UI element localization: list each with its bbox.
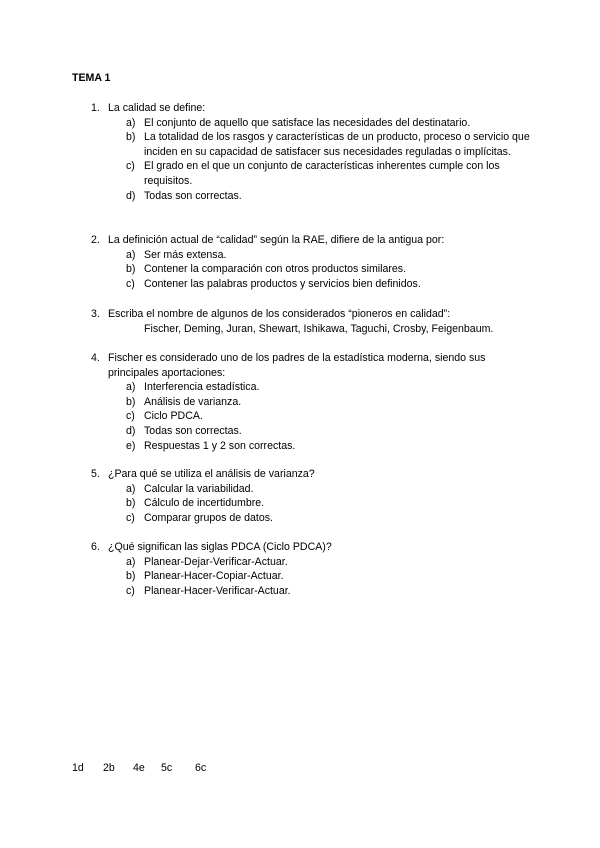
- option-letter: c): [126, 511, 135, 524]
- option-letter: a): [126, 555, 136, 568]
- question-5: [91, 467, 531, 525]
- question-number: 5.: [91, 468, 100, 480]
- options-list: [91, 555, 531, 599]
- option-item: [91, 262, 531, 277]
- option-text: Análisis de varianza.: [144, 395, 242, 408]
- question-stem: La definición actual de “calidad” según la RAE, difiere de la antigua por:: [108, 234, 445, 246]
- page-title: TEMA 1: [72, 72, 111, 84]
- question-stem: ¿Qué significan las siglas PDCA (Ciclo PDCA)?: [108, 541, 332, 553]
- option-letter: a): [126, 116, 136, 129]
- option-letter: b): [126, 395, 136, 408]
- option-text: Planear-Hacer-Verificar-Actuar.: [144, 584, 291, 597]
- option-text: Todas son correctas.: [144, 424, 242, 437]
- question-number: 3.: [91, 308, 100, 320]
- options-list: [91, 482, 531, 526]
- option-text: Respuestas 1 y 2 son correctas.: [144, 439, 296, 452]
- answer-key-item: 5c: [161, 762, 173, 774]
- option-letter: b): [126, 263, 136, 276]
- question-6: [91, 540, 531, 598]
- answer-key-item: 4e: [133, 762, 145, 774]
- option-letter: c): [126, 410, 135, 423]
- answer-text: Fischer, Deming, Juran, Shewart, Ishikawa, Taguchi, Crosby, Feigenbaum.: [144, 322, 494, 335]
- question-number: 1.: [91, 102, 100, 114]
- option-letter: a): [126, 381, 136, 394]
- option-item: [91, 424, 531, 439]
- question-stem: ¿Para qué se utiliza el análisis de varianza?: [108, 468, 315, 480]
- option-item: [91, 130, 531, 159]
- option-text: Cálculo de incertidumbre.: [144, 497, 265, 510]
- option-text: Planear-Hacer-Copiar-Actuar.: [144, 570, 284, 583]
- option-letter: c): [126, 277, 135, 290]
- question-stem: La calidad se define:: [108, 102, 206, 114]
- option-text: Todas son correctas.: [144, 189, 242, 202]
- option-item: [91, 380, 531, 395]
- question-number: 4.: [91, 352, 100, 364]
- option-item: [91, 395, 531, 410]
- option-letter: d): [126, 189, 136, 202]
- option-text: Ser más extensa.: [144, 248, 227, 261]
- option-letter: a): [126, 248, 136, 261]
- option-item: [91, 409, 531, 424]
- option-item: [91, 584, 531, 599]
- option-letter: e): [126, 439, 136, 452]
- option-item: [91, 189, 531, 204]
- answer-key-item: 6c: [195, 762, 207, 774]
- options-list: [91, 116, 531, 204]
- option-text: El grado en el que un conjunto de características inherentes cumple con los requisitos.: [144, 160, 500, 187]
- option-text: Contener la comparación con otros productos similares.: [144, 263, 407, 276]
- option-item: [91, 511, 531, 526]
- option-text: Interferencia estadística.: [144, 381, 260, 394]
- option-item: [91, 439, 531, 454]
- option-item: [91, 248, 531, 263]
- option-text: La totalidad de los rasgos y características de un producto, proceso o servicio que inciden en su capacidad de satisfacer sus necesidades reguladas o implícitas.: [144, 131, 530, 158]
- option-text: Planear-Dejar-Verificar-Actuar.: [144, 555, 288, 568]
- options-list: [91, 380, 531, 453]
- option-letter: d): [126, 424, 136, 437]
- option-item: [91, 159, 531, 188]
- option-letter: b): [126, 570, 136, 583]
- option-item: [91, 555, 531, 570]
- option-item: [91, 569, 531, 584]
- option-text: Contener las palabras productos y servicios bien definidos.: [144, 277, 421, 290]
- question-1: [91, 101, 531, 203]
- question-number: 6.: [91, 541, 100, 553]
- option-text: Ciclo PDCA.: [144, 410, 203, 423]
- option-item: [91, 116, 531, 131]
- option-letter: b): [126, 131, 136, 144]
- options-list: [91, 248, 531, 292]
- question-3: [91, 307, 531, 336]
- option-text: El conjunto de aquello que satisface las necesidades del destinatario.: [144, 116, 471, 129]
- question-stem: Fischer es considerado uno de los padres de la estadística moderna, siendo sus principales aportaciones:: [108, 352, 486, 379]
- option-item: [91, 482, 531, 497]
- answer-key-item: 1d: [72, 762, 84, 774]
- option-letter: c): [126, 160, 135, 173]
- question-4: [91, 351, 531, 453]
- question-2: [91, 233, 531, 291]
- option-item: [91, 277, 531, 292]
- option-letter: b): [126, 497, 136, 510]
- option-letter: c): [126, 584, 135, 597]
- option-text: Calcular la variabilidad.: [144, 482, 254, 495]
- answer-key-item: 2b: [103, 762, 115, 774]
- option-item: [91, 496, 531, 511]
- question-stem: Escriba el nombre de algunos de los considerados “pioneros en calidad”:: [108, 308, 451, 320]
- question-number: 2.: [91, 234, 100, 246]
- option-letter: a): [126, 482, 136, 495]
- option-text: Comparar grupos de datos.: [144, 511, 273, 524]
